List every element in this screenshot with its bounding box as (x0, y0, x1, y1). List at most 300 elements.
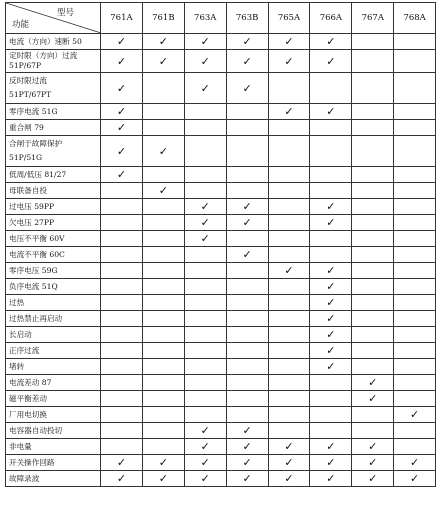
function-label-line: 零序电压 59G (9, 265, 58, 275)
function-label-cell (6, 120, 101, 136)
support-cell (226, 247, 268, 263)
checkmark-icon: ✓ (284, 440, 294, 453)
support-cell (352, 167, 394, 183)
support-cell (352, 359, 394, 375)
support-cell (184, 327, 226, 343)
support-cell (184, 50, 226, 73)
table-row (6, 136, 436, 167)
function-label-line: 非电量 (9, 441, 32, 451)
support-cell (226, 359, 268, 375)
support-cell (184, 343, 226, 359)
support-cell (184, 471, 226, 487)
support-cell (101, 263, 143, 279)
checkmark-icon: ✓ (368, 376, 378, 389)
table-row (6, 439, 436, 455)
checkmark-icon: ✓ (284, 54, 294, 68)
support-cell (101, 279, 143, 295)
checkmark-icon: ✓ (368, 392, 378, 405)
support-cell (352, 343, 394, 359)
table-row (6, 104, 436, 120)
function-label-cell (6, 295, 101, 311)
support-cell (268, 167, 310, 183)
checkmark-icon: ✓ (116, 105, 127, 118)
support-cell (184, 295, 226, 311)
function-label-cell (6, 199, 101, 215)
support-cell (352, 34, 394, 50)
support-cell (268, 295, 310, 311)
support-cell (184, 199, 226, 215)
support-cell (394, 279, 436, 295)
support-cell (394, 295, 436, 311)
support-cell (184, 455, 226, 471)
support-cell (394, 50, 436, 73)
support-cell (101, 295, 143, 311)
support-cell (226, 311, 268, 327)
support-cell (268, 215, 310, 231)
support-cell (184, 407, 226, 423)
table-row (6, 215, 436, 231)
support-cell (226, 279, 268, 295)
checkmark-icon: ✓ (200, 232, 210, 245)
checkmark-icon: ✓ (242, 54, 252, 68)
checkmark-icon: ✓ (284, 264, 294, 277)
checkmark-icon: ✓ (410, 472, 420, 485)
support-cell (268, 104, 310, 120)
support-cell (184, 375, 226, 391)
function-label-line: 过热 (9, 297, 25, 307)
checkmark-icon: ✓ (326, 264, 336, 277)
function-label-line: 电容器自动投切 (9, 425, 63, 435)
support-cell (310, 327, 352, 343)
support-cell (394, 199, 436, 215)
checkmark-icon: ✓ (200, 35, 210, 48)
checkmark-icon: ✓ (158, 144, 168, 158)
support-cell (394, 327, 436, 343)
support-cell (352, 471, 394, 487)
support-cell (352, 73, 394, 104)
table-row (6, 50, 436, 73)
support-cell (310, 263, 352, 279)
checkmark-icon: ✓ (116, 54, 127, 68)
checkmark-icon: ✓ (200, 81, 210, 95)
support-cell (142, 136, 184, 167)
support-cell (101, 247, 143, 263)
checkmark-icon: ✓ (410, 408, 420, 421)
table-row (6, 407, 436, 423)
support-cell (394, 167, 436, 183)
support-cell (310, 407, 352, 423)
support-cell (226, 455, 268, 471)
table-row (6, 263, 436, 279)
support-cell (310, 73, 352, 104)
checkmark-icon: ✓ (368, 472, 378, 485)
function-label-line: 电流（方向）速断 50 (9, 36, 82, 46)
support-cell (184, 263, 226, 279)
support-cell (268, 375, 310, 391)
support-cell (226, 167, 268, 183)
support-cell (310, 359, 352, 375)
support-cell (352, 295, 394, 311)
support-cell (394, 391, 436, 407)
support-cell (142, 199, 184, 215)
checkmark-icon: ✓ (326, 35, 336, 48)
support-cell (394, 359, 436, 375)
support-cell (268, 343, 310, 359)
model-header-cell: 765A (268, 3, 310, 34)
table-row (6, 247, 436, 263)
support-cell (394, 34, 436, 50)
function-label-cell (6, 183, 101, 199)
checkmark-icon: ✓ (368, 440, 378, 453)
support-cell (352, 136, 394, 167)
support-cell (394, 120, 436, 136)
table-row (6, 343, 436, 359)
support-cell (352, 199, 394, 215)
model-header-cell: 761A (101, 3, 143, 34)
support-cell (142, 343, 184, 359)
function-label-line: 反时限过流 (9, 75, 47, 85)
support-cell (184, 439, 226, 455)
support-cell (394, 375, 436, 391)
table-header-row (6, 3, 436, 34)
support-cell (394, 439, 436, 455)
table-row (6, 199, 436, 215)
support-cell (352, 183, 394, 199)
support-cell (142, 471, 184, 487)
support-cell (268, 359, 310, 375)
function-label-cell (6, 423, 101, 439)
support-cell (226, 73, 268, 104)
support-cell (310, 199, 352, 215)
support-cell (394, 215, 436, 231)
support-cell (101, 34, 143, 50)
support-cell (268, 455, 310, 471)
support-cell (101, 50, 143, 73)
support-cell (268, 120, 310, 136)
function-label-cell (6, 311, 101, 327)
support-cell (352, 50, 394, 73)
support-cell (310, 279, 352, 295)
support-cell (394, 407, 436, 423)
support-cell (184, 73, 226, 104)
support-cell (268, 34, 310, 50)
support-cell (352, 407, 394, 423)
support-cell (352, 423, 394, 439)
support-cell (268, 279, 310, 295)
function-label-line: 正序过流 (9, 345, 40, 355)
table-row (6, 455, 436, 471)
support-cell (352, 247, 394, 263)
support-cell (394, 423, 436, 439)
checkmark-icon: ✓ (242, 456, 252, 469)
support-cell (310, 375, 352, 391)
support-cell (184, 34, 226, 50)
support-cell (268, 50, 310, 73)
support-cell (310, 391, 352, 407)
function-label-line: 堵转 (9, 361, 25, 371)
support-cell (226, 327, 268, 343)
function-label-line: 母联备自投 (9, 185, 47, 195)
support-cell (226, 104, 268, 120)
support-cell (101, 120, 143, 136)
checkmark-icon: ✓ (410, 456, 420, 469)
support-cell (226, 295, 268, 311)
checkmark-icon: ✓ (326, 472, 336, 485)
function-label-line: 负序电流 51Q (9, 281, 58, 291)
function-label-cell (6, 391, 101, 407)
table-row (6, 183, 436, 199)
checkmark-icon: ✓ (242, 424, 252, 437)
function-label-cell (6, 375, 101, 391)
table-row (6, 73, 436, 104)
table-row (6, 311, 436, 327)
function-label-line: 低周/低压 81/27 (9, 169, 67, 179)
support-cell (268, 311, 310, 327)
checkmark-icon: ✓ (158, 472, 168, 485)
support-cell (101, 407, 143, 423)
support-cell (394, 471, 436, 487)
support-cell (394, 104, 436, 120)
checkmark-icon: ✓ (200, 440, 210, 453)
support-cell (101, 391, 143, 407)
support-cell (268, 423, 310, 439)
checkmark-icon: ✓ (326, 280, 336, 293)
support-cell (352, 391, 394, 407)
corner-model-label: 型号 (56, 8, 74, 18)
function-label-cell (6, 471, 101, 487)
support-cell (184, 183, 226, 199)
support-cell (268, 391, 310, 407)
support-cell (226, 343, 268, 359)
checkmark-icon: ✓ (284, 472, 294, 485)
support-cell (226, 439, 268, 455)
feature-table-container (5, 2, 435, 487)
support-cell (310, 343, 352, 359)
support-cell (268, 247, 310, 263)
support-cell (268, 231, 310, 247)
checkmark-icon: ✓ (116, 456, 127, 469)
checkmark-icon: ✓ (116, 121, 127, 134)
support-cell (394, 183, 436, 199)
support-cell (184, 120, 226, 136)
support-cell (310, 167, 352, 183)
support-cell (310, 50, 352, 73)
checkmark-icon: ✓ (284, 105, 294, 118)
function-label-cell (6, 231, 101, 247)
function-label-cell (6, 73, 101, 104)
support-cell (184, 423, 226, 439)
support-cell (310, 183, 352, 199)
support-cell (101, 136, 143, 167)
support-cell (226, 120, 268, 136)
support-cell (184, 359, 226, 375)
support-cell (352, 104, 394, 120)
function-label-cell (6, 359, 101, 375)
support-cell (394, 136, 436, 167)
checkmark-icon: ✓ (326, 344, 336, 357)
function-label-line: 51PT/67PT (9, 90, 52, 99)
function-label-line: 过电压 59PP (9, 201, 55, 211)
support-cell (142, 73, 184, 104)
checkmark-icon: ✓ (200, 216, 210, 229)
support-cell (352, 215, 394, 231)
support-cell (142, 311, 184, 327)
header-corner-cell (6, 3, 101, 34)
table-row (6, 34, 436, 50)
support-cell (268, 439, 310, 455)
support-cell (352, 231, 394, 247)
corner-function-label: 功能 (12, 20, 30, 30)
checkmark-icon: ✓ (326, 312, 336, 325)
function-label-cell (6, 247, 101, 263)
support-cell (101, 455, 143, 471)
support-cell (142, 439, 184, 455)
support-cell (226, 34, 268, 50)
function-label-line: 过热禁止再启动 (9, 313, 63, 323)
checkmark-icon: ✓ (200, 472, 210, 485)
checkmark-icon: ✓ (242, 248, 252, 261)
support-cell (101, 327, 143, 343)
support-cell (101, 439, 143, 455)
function-label-line: 定时限（方向）过流 (9, 50, 78, 60)
support-cell (142, 391, 184, 407)
checkmark-icon: ✓ (158, 184, 168, 197)
table-row (6, 120, 436, 136)
support-cell (142, 183, 184, 199)
checkmark-icon: ✓ (242, 440, 252, 453)
function-label-cell (6, 439, 101, 455)
table-row (6, 391, 436, 407)
model-header-cell: 763B (226, 3, 268, 34)
support-cell (226, 136, 268, 167)
support-cell (184, 311, 226, 327)
support-cell (184, 167, 226, 183)
table-row (6, 327, 436, 343)
support-cell (142, 263, 184, 279)
support-cell (142, 375, 184, 391)
support-cell (394, 311, 436, 327)
support-cell (394, 247, 436, 263)
support-cell (184, 231, 226, 247)
checkmark-icon: ✓ (368, 456, 378, 469)
checkmark-icon: ✓ (242, 200, 252, 213)
support-cell (101, 311, 143, 327)
checkmark-icon: ✓ (116, 168, 127, 181)
table-row (6, 423, 436, 439)
table-row (6, 359, 436, 375)
checkmark-icon: ✓ (326, 360, 336, 373)
checkmark-icon: ✓ (158, 35, 168, 48)
table-row (6, 471, 436, 487)
support-cell (142, 423, 184, 439)
function-label-line: 电流差动 87 (9, 377, 52, 387)
support-cell (101, 343, 143, 359)
support-cell (142, 34, 184, 50)
support-cell (352, 455, 394, 471)
support-cell (394, 455, 436, 471)
support-cell (101, 471, 143, 487)
support-cell (101, 199, 143, 215)
support-cell (310, 423, 352, 439)
support-cell (268, 407, 310, 423)
support-cell (268, 327, 310, 343)
support-cell (268, 136, 310, 167)
checkmark-icon: ✓ (326, 105, 336, 118)
function-label-line: 故障录波 (9, 473, 40, 483)
support-cell (184, 136, 226, 167)
support-cell (142, 104, 184, 120)
checkmark-icon: ✓ (284, 35, 294, 48)
model-header-cell: 767A (352, 3, 394, 34)
support-cell (268, 73, 310, 104)
support-cell (226, 375, 268, 391)
checkmark-icon: ✓ (242, 81, 252, 95)
support-cell (142, 247, 184, 263)
table-row (6, 167, 436, 183)
checkmark-icon: ✓ (200, 54, 210, 68)
checkmark-icon: ✓ (242, 216, 252, 229)
support-cell (101, 375, 143, 391)
function-label-cell (6, 343, 101, 359)
support-cell (310, 231, 352, 247)
support-cell (310, 455, 352, 471)
support-cell (394, 231, 436, 247)
support-cell (352, 327, 394, 343)
function-label-line: 长启动 (9, 329, 32, 339)
support-cell (226, 407, 268, 423)
checkmark-icon: ✓ (116, 144, 127, 158)
support-cell (142, 279, 184, 295)
table-row (6, 279, 436, 295)
support-cell (310, 439, 352, 455)
function-label-line: 合闸于故障保护 (9, 138, 63, 148)
support-cell (226, 471, 268, 487)
support-cell (101, 183, 143, 199)
checkmark-icon: ✓ (326, 296, 336, 309)
support-cell (352, 375, 394, 391)
support-cell (184, 215, 226, 231)
function-label-cell (6, 455, 101, 471)
support-cell (310, 120, 352, 136)
checkmark-icon: ✓ (116, 472, 127, 485)
support-cell (142, 407, 184, 423)
function-label-line: 电压不平衡 60V (9, 233, 65, 243)
support-cell (101, 73, 143, 104)
support-cell (142, 120, 184, 136)
support-cell (268, 263, 310, 279)
support-cell (310, 136, 352, 167)
support-cell (184, 279, 226, 295)
checkmark-icon: ✓ (158, 54, 168, 68)
function-label-line: 磁平衡差动 (9, 393, 47, 403)
model-header-cell: 766A (310, 3, 352, 34)
support-cell (226, 423, 268, 439)
model-header-cell: 763A (184, 3, 226, 34)
checkmark-icon: ✓ (116, 81, 127, 95)
support-cell (394, 263, 436, 279)
function-label-cell (6, 279, 101, 295)
function-label-line: 零序电流 51G (9, 106, 58, 116)
function-label-line: 欠电压 27PP (9, 217, 55, 227)
support-cell (226, 183, 268, 199)
support-cell (142, 231, 184, 247)
checkmark-icon: ✓ (284, 456, 294, 469)
support-cell (101, 104, 143, 120)
checkmark-icon: ✓ (116, 35, 127, 48)
support-cell (268, 471, 310, 487)
support-cell (226, 263, 268, 279)
function-label-cell (6, 104, 101, 120)
